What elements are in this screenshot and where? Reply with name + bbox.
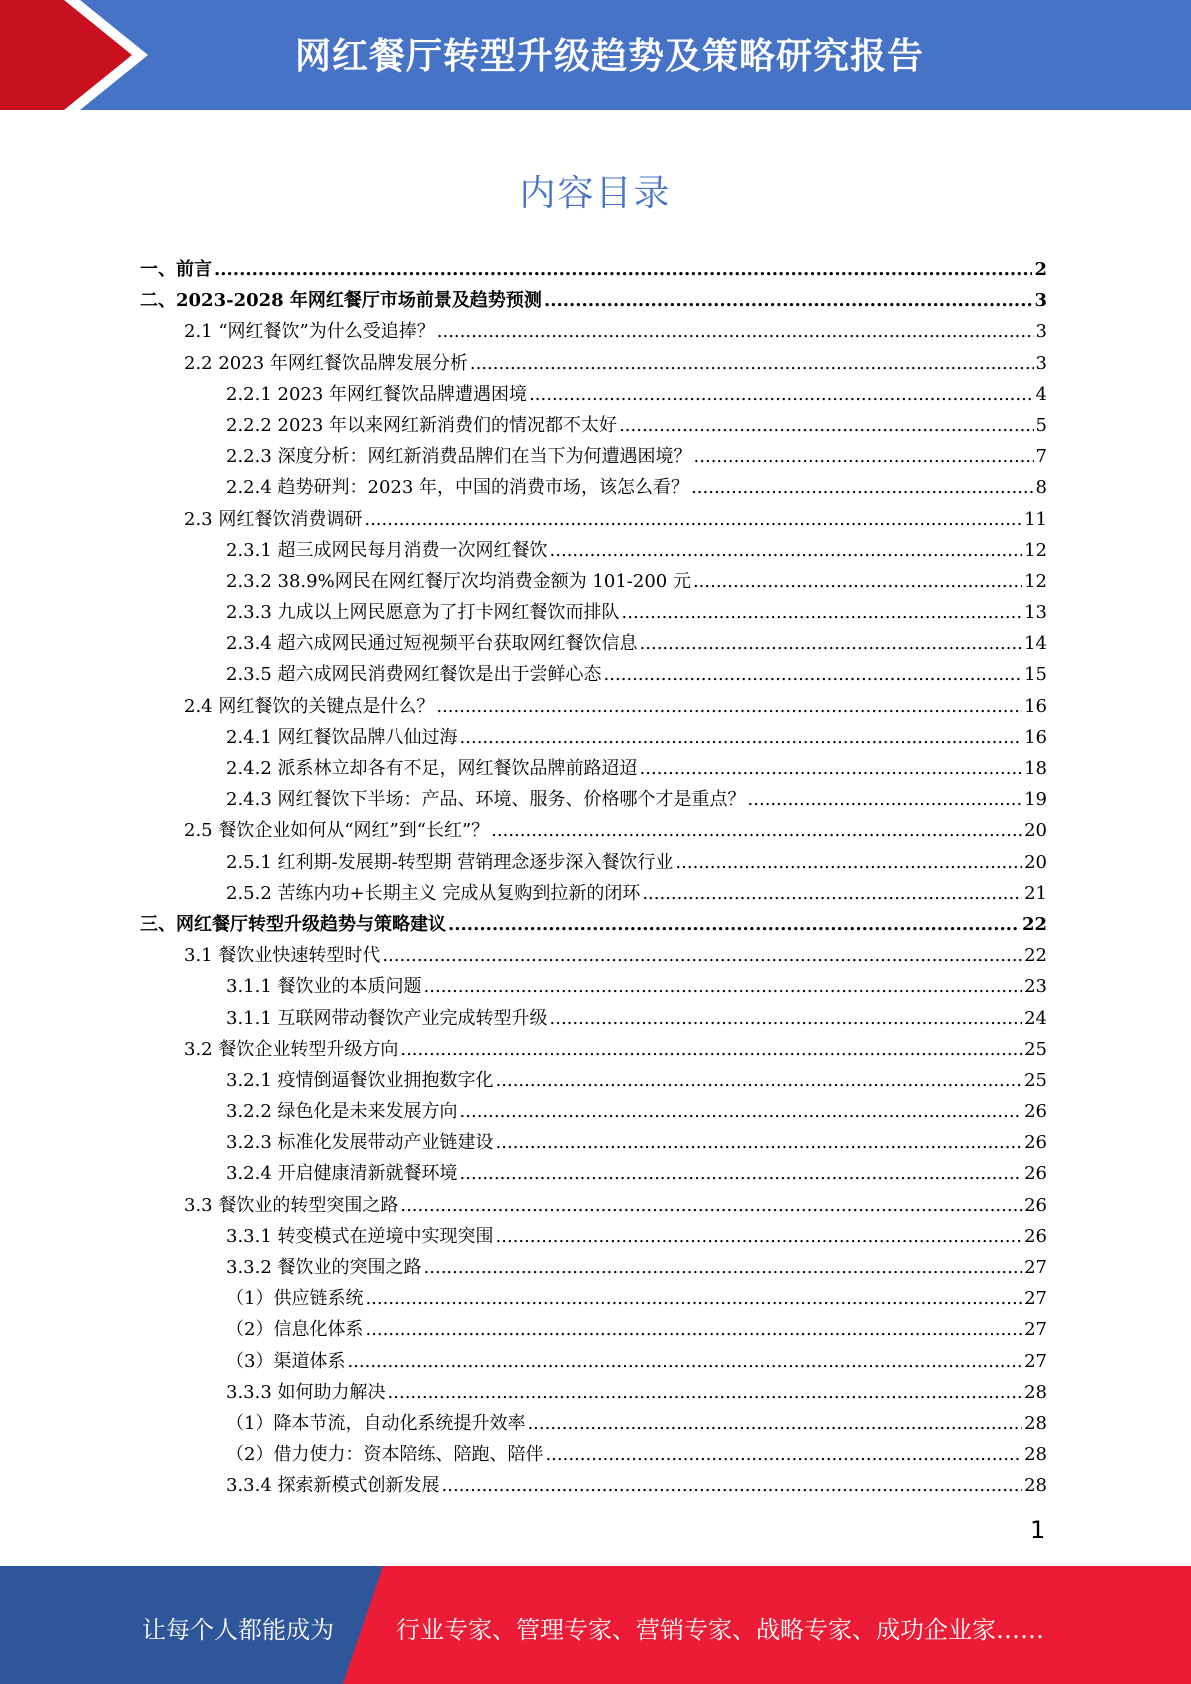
toc-entry[interactable] xyxy=(140,784,1047,815)
toc-dot-leader xyxy=(496,1221,1023,1252)
toc-entry-label: 3.2.4 开启健康清新就餐环境 xyxy=(226,1163,458,1185)
toc-entry-page: 5 xyxy=(1035,414,1047,436)
report-title: 网红餐厅转型升级趋势及策略研究报告 xyxy=(295,36,925,77)
toc-entry-page: 8 xyxy=(1035,477,1047,499)
toc-dot-leader xyxy=(550,535,1023,566)
toc-entry-page: 12 xyxy=(1024,570,1047,592)
toc-dot-leader xyxy=(496,1127,1023,1158)
toc-entry-label: 3.2.2 绿色化是未来发展方向 xyxy=(226,1101,458,1123)
toc-entry-page: 21 xyxy=(1024,882,1047,904)
toc-entry-page: 18 xyxy=(1024,758,1047,779)
toc-entry-page: 7 xyxy=(1035,446,1047,468)
toc-entry-page: 3 xyxy=(1034,290,1047,312)
toc-entry[interactable] xyxy=(140,909,1047,940)
toc-heading: 内容目录 xyxy=(519,173,672,214)
toc-entry-page: 3 xyxy=(1035,321,1047,343)
toc-entry-page: 3 xyxy=(1035,352,1047,374)
toc-entry-label: 3.1.1 餐饮业的本质问题 xyxy=(226,976,422,998)
toc-entry-page: 4 xyxy=(1035,383,1047,405)
toc-entry[interactable] xyxy=(140,1158,1047,1189)
footer-slogan-right: 行业专家、管理专家、营销专家、战略专家、成功企业家…… xyxy=(396,1616,1044,1644)
toc-dot-leader xyxy=(460,722,1023,753)
toc-entry[interactable] xyxy=(140,691,1047,722)
toc-dot-leader xyxy=(470,348,1034,379)
toc-entry-label: 2.5.2 苦练内功+长期主义 完成从复购到拉新的闭环 xyxy=(226,882,641,904)
toc-dot-leader xyxy=(545,1439,1022,1470)
toc-entry-page: 26 xyxy=(1024,1163,1047,1185)
toc-entry-page: 16 xyxy=(1024,726,1047,748)
toc-entry-page: 11 xyxy=(1024,508,1047,530)
toc-entry[interactable] xyxy=(140,472,1047,503)
toc-dot-leader xyxy=(460,1158,1023,1189)
toc-dot-leader xyxy=(400,1034,1022,1065)
toc-entry[interactable] xyxy=(140,1283,1047,1314)
toc-entry-label: 二、2023-2028 年网红餐厅市场前景及趋势预测 xyxy=(140,290,542,312)
page-header xyxy=(0,0,1191,110)
toc-entry[interactable] xyxy=(140,504,1047,535)
toc-dot-leader xyxy=(388,1377,1023,1408)
toc-entry[interactable] xyxy=(140,1346,1047,1377)
toc-dot-leader xyxy=(448,909,1020,940)
toc-entry-page: 28 xyxy=(1024,1412,1047,1434)
toc-entry-label: （1）降本节流，自动化系统提升效率 xyxy=(226,1412,526,1434)
toc-dot-leader xyxy=(693,566,1022,597)
toc-dot-leader xyxy=(642,878,1022,909)
toc-entry-page: 28 xyxy=(1024,1381,1047,1403)
toc-entry-page: 28 xyxy=(1024,1444,1047,1466)
toc-entry-page: 23 xyxy=(1024,976,1047,998)
toc-entry-label: （2）借力使力：资本陪练、陪跑、陪伴 xyxy=(226,1444,544,1466)
toc-entry-label: 2.1 “网红餐饮”为什么受追捧？ xyxy=(184,321,435,343)
toc-entry-label: 3.3.4 探索新模式创新发展 xyxy=(226,1475,440,1497)
toc-entry[interactable] xyxy=(140,254,1047,285)
toc-entry-label: 3.1 餐饮业快速转型时代 xyxy=(184,945,381,967)
toc-entry[interactable] xyxy=(140,878,1047,909)
toc-entry-label: 2.3.3 九成以上网民愿意为了打卡网红餐饮而排队 xyxy=(226,602,620,624)
toc-entry-label: 2.2.1 2023 年网红餐饮品牌遭遇困境 xyxy=(226,383,528,405)
toc-entry-label: 3.3.2 餐饮业的突围之路 xyxy=(226,1257,422,1278)
toc-entry-label: （2）信息化体系 xyxy=(226,1319,364,1341)
toc-entry[interactable] xyxy=(140,1065,1047,1096)
toc-entry-label: 2.4.3 网红餐饮下半场：产品、环境、服务、价格哪个才是重点？ xyxy=(226,789,746,811)
toc-dot-leader xyxy=(640,628,1023,659)
toc-entry[interactable] xyxy=(140,285,1047,316)
toc-entry-label: 三、网红餐厅转型升级趋势与策略建议 xyxy=(140,913,446,935)
toc-entry-label: 2.3.5 超六成网民消费网红餐饮是出于尝鲜心态 xyxy=(226,664,602,686)
toc-dot-leader xyxy=(365,1283,1022,1314)
toc-entry-label: 2.3.4 超六成网民通过短视频平台获取网红餐饮信息 xyxy=(226,633,638,655)
toc-dot-leader xyxy=(424,1252,1023,1283)
toc-entry[interactable] xyxy=(140,722,1047,753)
toc-entry[interactable] xyxy=(140,1314,1047,1345)
toc-entry-label: 3.2 餐饮企业转型升级方向 xyxy=(184,1038,399,1060)
toc-entry-page: 27 xyxy=(1024,1350,1047,1372)
toc-entry[interactable] xyxy=(140,441,1047,472)
toc-entry[interactable] xyxy=(140,753,1047,784)
toc-dot-leader xyxy=(496,1065,1023,1096)
toc-entry-page: 27 xyxy=(1024,1319,1047,1341)
toc-entry[interactable] xyxy=(140,1470,1047,1501)
toc-entry-page: 27 xyxy=(1024,1288,1047,1310)
toc-entry-label: 2.4.1 网红餐饮品牌八仙过海 xyxy=(226,726,458,748)
toc-dot-leader xyxy=(604,659,1023,690)
toc-entry[interactable] xyxy=(140,1003,1047,1034)
toc-entry[interactable] xyxy=(140,1190,1047,1221)
toc-dot-leader xyxy=(460,1096,1023,1127)
toc-entry-page: 15 xyxy=(1024,664,1047,686)
toc-entry-page: 19 xyxy=(1024,789,1047,811)
toc-dot-leader xyxy=(619,410,1033,441)
toc-dot-leader xyxy=(640,753,1023,784)
toc-dot-leader xyxy=(437,316,1034,347)
toc-entry-label: 2.5.1 红利期-发展期-转型期 营销理念逐步深入餐饮行业 xyxy=(226,851,674,873)
toc-entry[interactable] xyxy=(140,815,1047,846)
toc-entry-page: 13 xyxy=(1024,602,1047,624)
toc-entry-page: 24 xyxy=(1024,1007,1047,1029)
toc-dot-leader xyxy=(675,847,1022,878)
toc-entry[interactable] xyxy=(140,628,1047,659)
toc-entry-label: 3.1.1 互联网带动餐饮产业完成转型升级 xyxy=(226,1007,548,1029)
toc-entry[interactable] xyxy=(140,1096,1047,1127)
toc-dot-leader xyxy=(622,597,1023,628)
toc-entry[interactable] xyxy=(140,1408,1047,1439)
toc-dot-leader xyxy=(382,940,1022,971)
toc-entry-label: 2.2.2 2023 年以来网红新消费们的情况都不太好 xyxy=(226,414,618,436)
toc-entry[interactable] xyxy=(140,1221,1047,1252)
toc-entry-label: 3.3.3 如何助力解决 xyxy=(226,1381,386,1403)
toc-entry[interactable] xyxy=(140,410,1047,441)
toc-dot-leader xyxy=(347,1346,1022,1377)
footer-slogan-left: 让每个人都能成为 xyxy=(142,1616,334,1644)
toc-dot-leader xyxy=(529,379,1033,410)
toc-entry-page: 12 xyxy=(1024,539,1047,561)
toc-dot-leader xyxy=(527,1408,1022,1439)
toc-entry-page: 26 xyxy=(1024,1132,1047,1154)
toc-entry-label: 2.4 网红餐饮的关键点是什么？ xyxy=(184,695,435,717)
toc-dot-leader xyxy=(748,784,1023,815)
toc-entry-label: 2.4.2 派系林立却各有不足，网红餐饮品牌前路迢迢 xyxy=(226,758,638,779)
toc-entry[interactable] xyxy=(140,535,1047,566)
toc-dot-leader xyxy=(694,441,1034,472)
toc-entry-page: 14 xyxy=(1024,633,1047,655)
toc-entry-page: 20 xyxy=(1024,851,1047,873)
toc-entry[interactable] xyxy=(140,379,1047,410)
toc-entry[interactable] xyxy=(140,1127,1047,1158)
toc-dot-leader xyxy=(400,1190,1022,1221)
toc-entry-page: 25 xyxy=(1024,1069,1047,1091)
toc-dot-leader xyxy=(544,285,1033,316)
toc-entry-label: 2.2.4 趋势研判：2023 年，中国的消费市场，该怎么看？ xyxy=(226,477,690,499)
toc-entry-page: 22 xyxy=(1021,913,1047,935)
toc-entry[interactable] xyxy=(140,940,1047,971)
toc-entry-label: 2.5 餐饮企业如何从“网红”到“长红”？ xyxy=(184,820,490,842)
table-of-contents xyxy=(140,254,1047,1502)
toc-entry[interactable] xyxy=(140,1034,1047,1065)
toc-entry-label: 3.3 餐饮业的转型突围之路 xyxy=(184,1194,399,1216)
toc-entry-label: 一、前言 xyxy=(140,259,212,280)
toc-entry-label: 3.3.1 转变模式在逆境中实现突围 xyxy=(226,1225,494,1247)
toc-dot-leader xyxy=(491,815,1022,846)
toc-entry[interactable] xyxy=(140,316,1047,347)
toc-entry-page: 28 xyxy=(1024,1475,1047,1497)
toc-dot-leader xyxy=(214,254,1032,285)
toc-entry-label: （3）渠道体系 xyxy=(226,1350,346,1372)
toc-entry[interactable] xyxy=(140,1377,1047,1408)
toc-dot-leader xyxy=(550,1003,1023,1034)
toc-entry[interactable] xyxy=(140,1439,1047,1470)
toc-entry[interactable] xyxy=(140,597,1047,628)
toc-dot-leader xyxy=(691,472,1033,503)
toc-entry-page: 26 xyxy=(1024,1101,1047,1123)
toc-entry-page: 27 xyxy=(1024,1257,1047,1278)
toc-dot-leader xyxy=(436,691,1022,722)
toc-entry-label: 2.3.1 超三成网民每月消费一次网红餐饮 xyxy=(226,539,548,561)
toc-dot-leader xyxy=(424,971,1023,1002)
toc-entry[interactable] xyxy=(140,659,1047,690)
toc-entry-label: 2.2 2023 年网红餐饮品牌发展分析 xyxy=(184,352,468,374)
toc-entry[interactable] xyxy=(140,348,1047,379)
toc-entry[interactable] xyxy=(140,971,1047,1002)
toc-entry-label: 3.2.1 疫情倒逼餐饮业拥抱数字化 xyxy=(226,1069,494,1091)
toc-dot-leader xyxy=(365,1314,1022,1345)
toc-entry-label: 3.2.3 标准化发展带动产业链建设 xyxy=(226,1132,494,1154)
page-number: 1 xyxy=(1030,1516,1046,1544)
toc-entry-label: 2.3.2 38.9%网民在网红餐厅次均消费金额为 101-200 元 xyxy=(226,570,691,592)
toc-entry[interactable] xyxy=(140,566,1047,597)
toc-entry-page: 26 xyxy=(1024,1194,1047,1216)
toc-entry-page: 16 xyxy=(1024,695,1047,717)
page-footer xyxy=(0,1566,1191,1684)
toc-entry-label: （1）供应链系统 xyxy=(226,1288,364,1310)
toc-entry-page: 2 xyxy=(1034,259,1047,280)
toc-entry-page: 25 xyxy=(1024,1038,1047,1060)
toc-entry-page: 20 xyxy=(1024,820,1047,842)
toc-entry-label: 2.3 网红餐饮消费调研 xyxy=(184,508,363,530)
toc-entry[interactable] xyxy=(140,847,1047,878)
toc-entry-page: 26 xyxy=(1024,1225,1047,1247)
toc-entry[interactable] xyxy=(140,1252,1047,1283)
toc-entry-page: 22 xyxy=(1024,945,1047,967)
toc-dot-leader xyxy=(442,1470,1023,1501)
toc-dot-leader xyxy=(364,504,1022,535)
toc-entry-label: 2.2.3 深度分析：网红新消费品牌们在当下为何遭遇困境？ xyxy=(226,446,692,468)
